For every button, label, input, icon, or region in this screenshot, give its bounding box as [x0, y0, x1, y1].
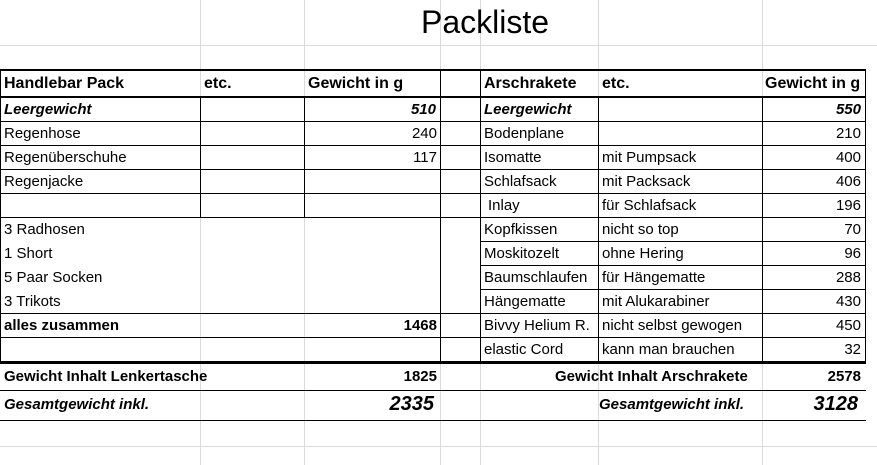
- content-weight-value: 2578: [827, 368, 861, 385]
- item-weight: 210: [835, 125, 861, 142]
- content-weight-value: 1825: [403, 368, 437, 385]
- sheet-title: Packliste: [420, 4, 550, 40]
- item-name: Isomatte: [484, 149, 542, 166]
- list-item: 3 Radhosen: [4, 221, 85, 238]
- list-item: 3 Trikots: [4, 293, 61, 310]
- item-name: Regenüberschuhe: [4, 149, 127, 166]
- item-note: kann man brauchen: [602, 341, 735, 358]
- item-name: Moskitozelt: [484, 245, 560, 262]
- empty-weight-value: 550: [835, 101, 861, 118]
- header-etc: etc.: [204, 75, 232, 92]
- total-value: 3128: [813, 393, 858, 415]
- grid-row-line: [0, 45, 877, 46]
- header-etc: etc.: [602, 75, 630, 92]
- item-weight: [304, 194, 437, 218]
- sum-value: 1468: [403, 317, 437, 334]
- header-arschrakete: Arschrakete: [484, 75, 577, 92]
- total-label: Gesamtgewicht inkl.: [4, 396, 150, 413]
- item-weight: 32: [844, 341, 861, 358]
- item-weight: 196: [835, 197, 861, 214]
- item-name: Bivvy Helium R.: [484, 317, 590, 334]
- item-note: für Hängematte: [602, 269, 706, 286]
- header-weight: Gewicht in g: [765, 75, 861, 92]
- item-weight: 406: [835, 173, 861, 190]
- list-item: 5 Paar Socken: [4, 269, 103, 286]
- item-note: mit Alukarabiner: [602, 293, 710, 310]
- item-note: ohne Hering: [602, 245, 684, 262]
- item-name: Regenjacke: [4, 173, 84, 190]
- empty-weight-value: 510: [410, 101, 436, 118]
- item-weight: [304, 170, 437, 194]
- item-name: Schlafsack: [484, 173, 557, 190]
- header-weight: Gewicht in g: [308, 75, 404, 92]
- item-name: elastic Cord: [484, 341, 564, 358]
- sum-label: alles zusammen: [4, 317, 120, 334]
- item-note: mit Pumpsack: [602, 149, 697, 166]
- item-name: Baumschlaufen: [484, 269, 588, 286]
- item-weight: 288: [835, 269, 861, 286]
- item-name: Kopfkissen: [484, 221, 558, 238]
- item-name: Inlay: [488, 197, 520, 214]
- list-item: 1 Short: [4, 245, 53, 262]
- item-weight: 117: [413, 149, 437, 166]
- item-weight: 96: [844, 245, 861, 262]
- item-weight: 400: [835, 149, 861, 166]
- empty-weight-label: Leergewicht: [484, 101, 572, 118]
- item-weight: 70: [844, 221, 861, 238]
- item-name: Bodenplane: [484, 125, 565, 142]
- item-name: Regenhose: [4, 125, 81, 142]
- empty-weight-label: Leergewicht: [4, 101, 92, 118]
- item-note: nicht so top: [602, 221, 679, 238]
- total-label: Gesamtgewicht inkl.: [599, 396, 745, 413]
- header-handlebar-pack: Handlebar Pack: [4, 75, 125, 92]
- content-weight-label: Gewicht Inhalt Arschrakete: [555, 368, 748, 385]
- content-weight-label: Gewicht Inhalt Lenkertasche: [4, 368, 208, 385]
- item-note: nicht selbst gewogen: [602, 317, 743, 334]
- item-weight: 240: [411, 125, 437, 142]
- item-name: Hängematte: [484, 293, 566, 310]
- total-value: 2335: [389, 393, 434, 415]
- item-weight: 450: [835, 317, 861, 334]
- item-note: für Schlafsack: [602, 197, 697, 214]
- item-note: mit Packsack: [602, 173, 691, 190]
- grid-row-line: [0, 446, 877, 447]
- item-weight: 430: [835, 293, 861, 310]
